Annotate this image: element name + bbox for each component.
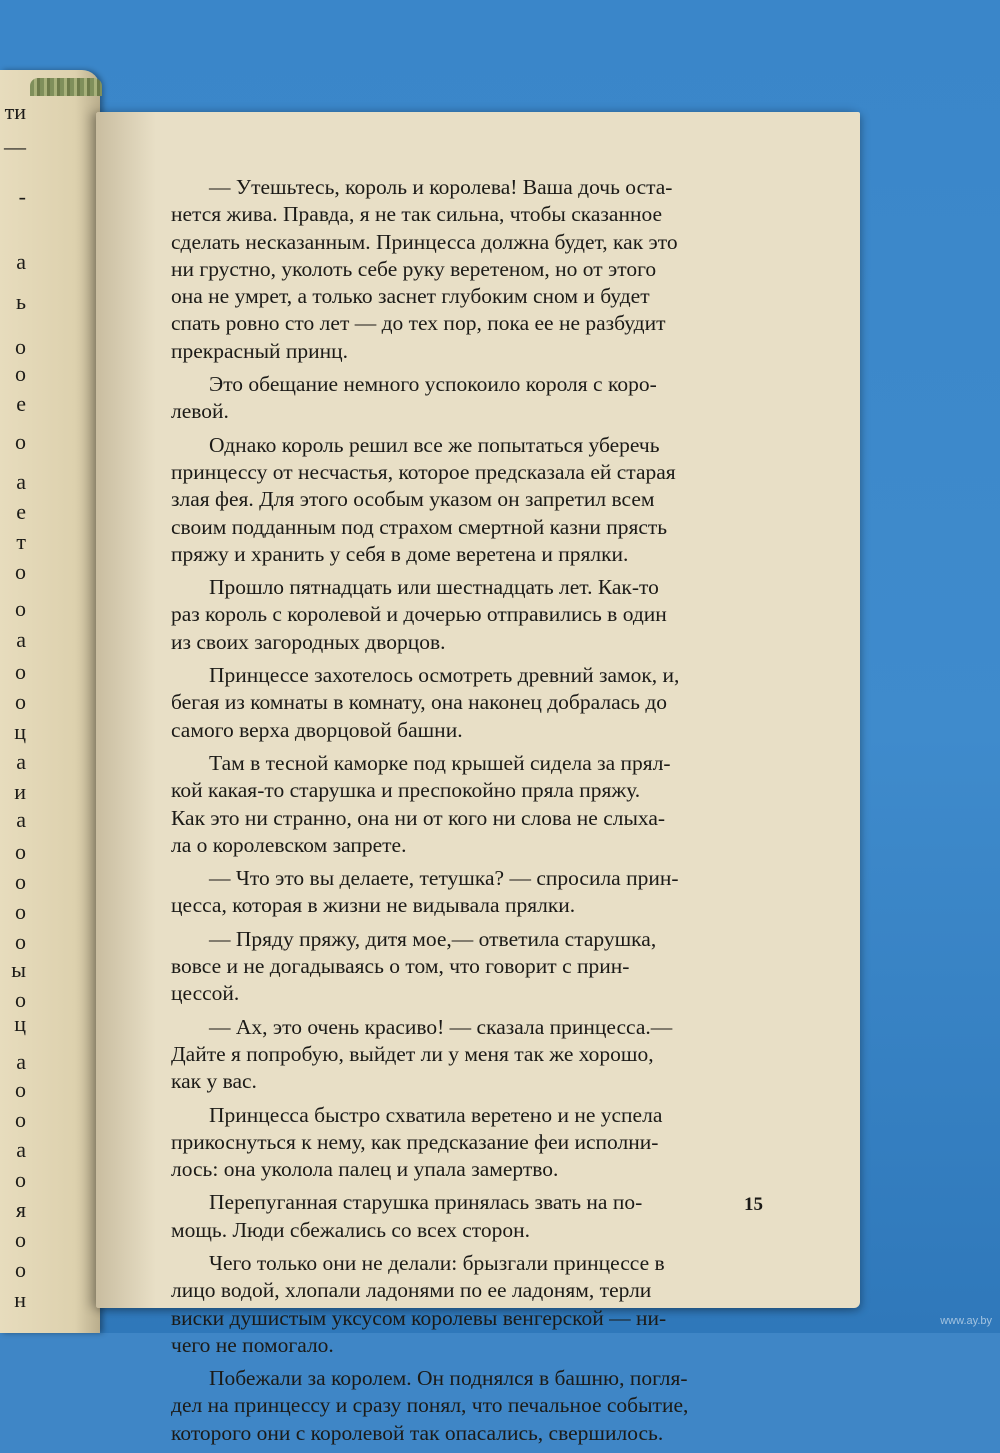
previous-page-fragment: н bbox=[14, 1287, 26, 1312]
text-line: — Ах, это очень красиво! — сказала принцесса.— bbox=[209, 1014, 673, 1039]
book-page bbox=[96, 112, 860, 1445]
text-line: раз король с королевой и дочерью отправились в один bbox=[171, 602, 667, 627]
text-line: чего не помогало. bbox=[171, 1332, 334, 1357]
text-line: сделать несказанным. Принцесса должна будет, как это bbox=[171, 229, 678, 254]
previous-page-fragment: о bbox=[15, 361, 26, 386]
text-line: Принцесса быстро схватила веретено и не успела bbox=[209, 1102, 663, 1127]
text-line: левой. bbox=[171, 399, 229, 424]
paragraph bbox=[171, 1189, 778, 1244]
previous-page-fragment: а bbox=[16, 249, 26, 274]
previous-page-fragment: ь bbox=[15, 289, 26, 314]
previous-page-fragment: о bbox=[15, 1227, 26, 1252]
text-line: — Пряду пряжу, дитя мое,— ответила старушка, bbox=[209, 926, 657, 951]
text-line: Побежали за королем. Он поднялся в башню, погля- bbox=[209, 1366, 688, 1391]
watermark: www.ay.by bbox=[940, 1315, 992, 1327]
previous-page-fragment: о bbox=[15, 1077, 26, 1102]
previous-page-fragment: о bbox=[15, 334, 26, 359]
text-line: лось: она уколола палец и упала замертво. bbox=[171, 1157, 559, 1182]
previous-page-fragment: о bbox=[15, 1107, 26, 1132]
previous-page-text-fragments bbox=[0, 70, 30, 1333]
text-line: принцессу от несчастья, которое предсказала ей старая bbox=[171, 459, 676, 484]
text-line: прекрасный принц. bbox=[171, 338, 349, 363]
text-line: своим подданным под страхом смертной казни прясть bbox=[171, 514, 668, 539]
previous-page-fragment: е bbox=[16, 391, 26, 416]
previous-page-fragment: о bbox=[15, 929, 26, 954]
text-line: из своих загородных дворцов. bbox=[171, 629, 446, 654]
story-text bbox=[171, 174, 778, 1453]
previous-page-fragment: о bbox=[15, 659, 26, 684]
page-number: 15 bbox=[744, 1194, 763, 1215]
paragraph bbox=[171, 174, 778, 365]
text-line: Перепуганная старушка принялась звать на по- bbox=[209, 1190, 643, 1215]
text-line: ла о королевском запрете. bbox=[171, 832, 407, 857]
previous-page-fragment: а bbox=[16, 1137, 26, 1162]
previous-page-fragment: - bbox=[18, 184, 26, 209]
previous-page-fragment: т bbox=[16, 529, 26, 554]
text-line: Как это ни странно, она ни от кого ни слова не слыха- bbox=[171, 805, 666, 830]
previous-page-fragment: а bbox=[16, 1049, 26, 1074]
previous-page-fragment: о bbox=[15, 559, 26, 584]
paragraph bbox=[171, 1365, 778, 1447]
paragraph bbox=[171, 432, 778, 568]
previous-page-fragment: ц bbox=[14, 719, 26, 744]
previous-page-fragment: о bbox=[15, 596, 26, 621]
paragraph bbox=[171, 1014, 778, 1096]
previous-page-fragment: о bbox=[15, 689, 26, 714]
text-line: — Что это вы делаете, тетушка? — спросила прин- bbox=[209, 866, 679, 891]
text-line: бегая из комнаты в комнату, она наконец добралась до bbox=[171, 690, 668, 715]
paragraph bbox=[171, 750, 778, 859]
text-line: мощь. Люди сбежались со всех сторон. bbox=[171, 1217, 531, 1242]
paragraph bbox=[171, 926, 778, 1008]
previous-page-fragment: а bbox=[16, 749, 26, 774]
text-line: кой какая-то старушка и преспокойно пряла пряжу. bbox=[171, 778, 641, 803]
previous-page-fragment: а bbox=[16, 807, 26, 832]
previous-page-fragment: о bbox=[15, 839, 26, 864]
previous-page-fragment: о bbox=[15, 869, 26, 894]
text-line: лицо водой, хлопали ладонями по ее ладоням, терли bbox=[171, 1278, 652, 1303]
text-line: Дайте я попробую, выйдет ли у меня так же хорошо, bbox=[171, 1041, 654, 1066]
previous-page-fragment: ти bbox=[4, 99, 26, 124]
previous-page-fragment: е bbox=[16, 499, 26, 524]
previous-page-fragment: о bbox=[15, 1257, 26, 1282]
previous-page-fragment: о bbox=[15, 987, 26, 1012]
paragraph bbox=[171, 865, 778, 920]
previous-page bbox=[0, 70, 100, 1333]
paragraph bbox=[171, 574, 778, 656]
text-line: пряжу и хранить у себя в доме веретена и прялки. bbox=[171, 541, 629, 566]
previous-page-fragment: — bbox=[4, 134, 26, 159]
text-line: прикоснуться к нему, как предсказание феи исполни- bbox=[171, 1129, 659, 1154]
previous-page-fragment: и bbox=[14, 779, 26, 804]
paragraph bbox=[171, 371, 778, 426]
text-line: как у вас. bbox=[171, 1069, 257, 1094]
text-line: нется жива. Правда, я не так сильна, чтобы сказанное bbox=[171, 202, 663, 227]
previous-page-fragment: а bbox=[16, 627, 26, 652]
text-line: спать ровно сто лет — до тех пор, пока ее не разбудит bbox=[171, 311, 666, 336]
paragraph bbox=[171, 662, 778, 744]
text-line: Принцессе захотелось осмотреть древний замок, и, bbox=[209, 663, 680, 688]
text-line: вовсе и не догадываясь о том, что говорит с прин- bbox=[171, 954, 630, 979]
text-line: она не умрет, а только заснет глубоким сном и будет bbox=[171, 284, 650, 309]
paragraph bbox=[171, 1102, 778, 1184]
text-line: ни грустно, уколоть себе руку веретеном, но от этого bbox=[171, 256, 657, 281]
text-line: злая фея. Для этого особым указом он запретил всем bbox=[171, 487, 655, 512]
text-line: — Утешьтесь, король и королева! Ваша дочь оста- bbox=[209, 175, 673, 199]
previous-page-fragment: о bbox=[15, 1167, 26, 1192]
text-line: Однако король решил все же попытаться уберечь bbox=[209, 432, 660, 457]
book-spine-cloth bbox=[30, 78, 102, 96]
previous-page-fragment: о bbox=[15, 899, 26, 924]
text-line: самого верха дворцовой башни. bbox=[171, 717, 463, 742]
text-line: дел на принцессу и сразу понял, что печальное событие, bbox=[171, 1393, 689, 1418]
previous-page-fragment: о bbox=[15, 429, 26, 454]
text-line: виски душистым уксусом королевы венгерской — ни- bbox=[171, 1305, 667, 1330]
previous-page-fragment: ц bbox=[14, 1011, 26, 1036]
text-line: Прошло пятнадцать или шестнадцать лет. Как-то bbox=[209, 575, 659, 600]
text-line: которого они с королевой так опасались, свершилось. bbox=[171, 1420, 664, 1445]
previous-page-fragment: а bbox=[16, 469, 26, 494]
previous-page-fragment: ы bbox=[11, 957, 26, 982]
text-line: Это обещание немного успокоило короля с коро- bbox=[209, 372, 657, 397]
text-line: Чего только они не делали: брызгали принцессе в bbox=[209, 1250, 665, 1275]
text-line: Там в тесной каморке под крышей сидела за прял- bbox=[209, 750, 671, 775]
paragraph bbox=[171, 1250, 778, 1359]
text-line: цессой. bbox=[171, 981, 240, 1006]
previous-page-fragment: я bbox=[15, 1197, 26, 1222]
text-line: цесса, которая в жизни не видывала прялки. bbox=[171, 893, 576, 918]
